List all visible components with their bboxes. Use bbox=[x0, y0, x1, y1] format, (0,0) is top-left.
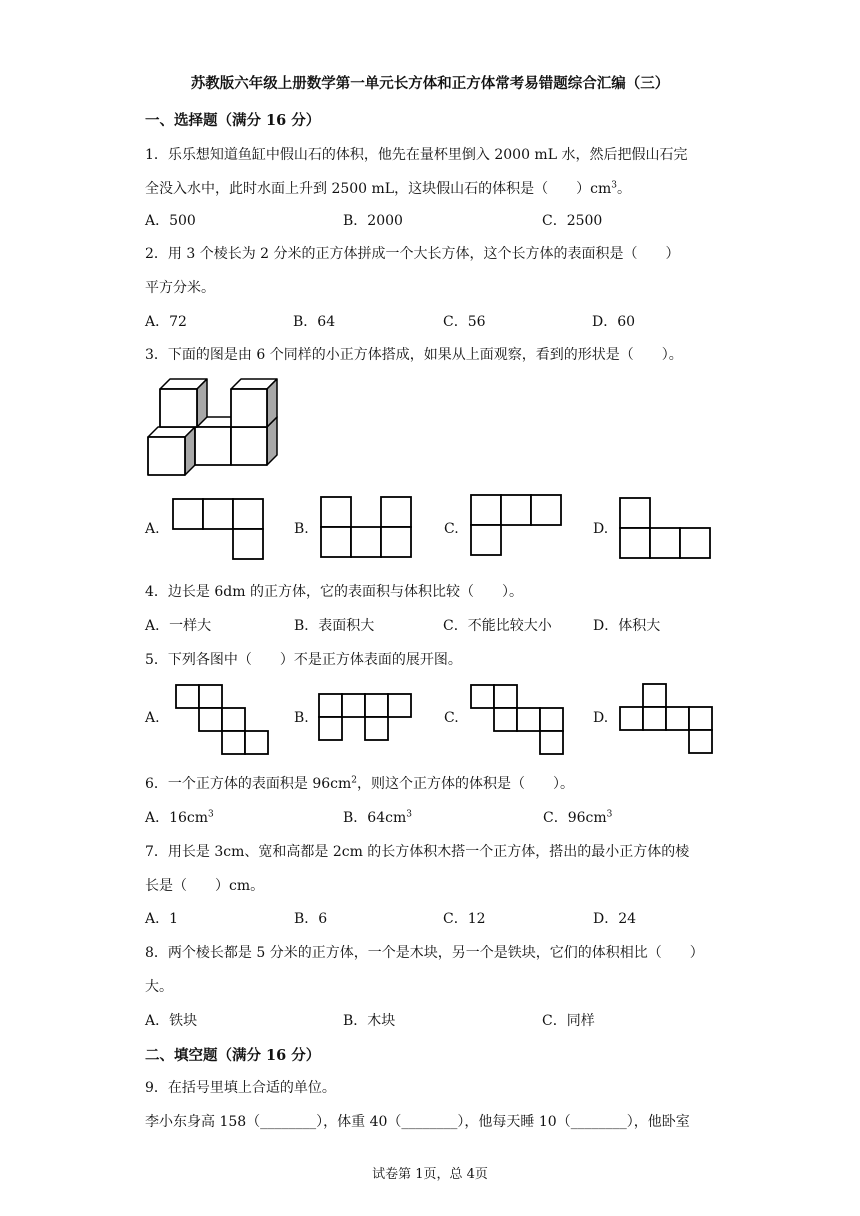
q8-option-a: A．铁块 bbox=[145, 1013, 198, 1029]
question-1-line-1: 1．乐乐想知道鱼缸中假山石的体积，他先在量杯里倒入 2000 mL 水，然后把假山石完 bbox=[145, 147, 688, 163]
q1-option-c: C．2500 bbox=[542, 213, 603, 229]
q2-option-b: B．64 bbox=[293, 314, 336, 330]
q3-option-a-shape bbox=[172, 498, 264, 560]
page-footer: 试卷第 1页，总 4页 bbox=[372, 1167, 488, 1182]
question-3-line-1: 3．下面的图是由 6 个同样的小正方体搭成，如果从上面观察，看到的形状是（ ）。 bbox=[145, 347, 683, 363]
q8-option-c: C．同样 bbox=[542, 1013, 595, 1029]
q4-option-a: A．一样大 bbox=[145, 618, 212, 634]
question-4-line-1: 4．边长是 6dm 的正方体，它的表面积与体积比较（ ）。 bbox=[145, 584, 523, 600]
question-9-line-1: 9．在括号里填上合适的单位。 bbox=[145, 1080, 336, 1096]
question-8-line-1: 8．两个棱长都是 5 分米的正方体，一个是木块，另一个是铁块，它们的体积相比（ ） bbox=[145, 945, 704, 961]
question-1-line-2: 全没入水中，此时水面上升到 2500 mL，这块假山石的体积是（ ）$cm^3$。 bbox=[145, 180, 631, 197]
q3-option-d: D. bbox=[593, 521, 609, 537]
q6-option-a: A．$16cm^3$ bbox=[145, 809, 214, 826]
section-heading-fill: 二、填空题（满分 16 分） bbox=[145, 1047, 321, 1064]
q3-option-c-shape bbox=[470, 494, 562, 556]
q7-option-d: D．24 bbox=[593, 911, 637, 927]
q7-option-c: C．12 bbox=[443, 911, 486, 927]
question-5-line-1: 5．下列各图中（ ）不是正方体表面的展开图。 bbox=[145, 652, 462, 668]
q5-option-d: D. bbox=[593, 710, 609, 726]
q4-option-c: C．不能比较大小 bbox=[443, 618, 552, 634]
question-7-line-2: 长是（ ）cm。 bbox=[145, 878, 265, 894]
q5-option-c-net bbox=[470, 684, 566, 756]
q5-option-c: C. bbox=[444, 710, 459, 726]
q1-option-b: B．2000 bbox=[343, 213, 403, 229]
q8-option-b: B．木块 bbox=[343, 1013, 396, 1029]
q7-option-b: B．6 bbox=[294, 911, 328, 927]
q3-option-b: B. bbox=[294, 521, 309, 537]
question-8-line-2: 大。 bbox=[145, 979, 173, 995]
q3-option-a: A. bbox=[145, 521, 160, 537]
q5-option-b-net bbox=[318, 693, 414, 745]
q5-option-b: B. bbox=[294, 710, 309, 726]
question-7-line-1: 7．用长是 3cm、宽和高都是 2cm 的长方体积木搭一个正方体，搭出的最小正方体的棱 bbox=[145, 844, 690, 860]
q3-option-c: C. bbox=[444, 521, 459, 537]
question-6-line-1: 6．一个正方体的表面积是 $96cm^2$，则这个正方体的体积是（ ）。 bbox=[145, 775, 575, 792]
question-9-line-2: 李小东身高 158（________），体重 40（________），他每天睡 10（________），他卧室 bbox=[145, 1114, 690, 1130]
q5-option-a-net bbox=[175, 684, 271, 756]
q7-option-a: A．1 bbox=[145, 911, 179, 927]
q3-option-b-shape bbox=[320, 496, 412, 558]
q3-option-d-shape bbox=[619, 497, 711, 559]
q1-option-a: A．500 bbox=[145, 213, 196, 229]
question-2-line-1: 2．用 3 个棱长为 2 分米的正方体拼成一个大长方体，这个长方体的表面积是（ ） bbox=[145, 246, 680, 262]
section-heading-choice: 一、选择题（满分 16 分） bbox=[145, 112, 321, 129]
q2-option-a: A．72 bbox=[145, 314, 187, 330]
q2-option-d: D．60 bbox=[592, 314, 636, 330]
q5-option-a: A. bbox=[145, 710, 160, 726]
q2-option-c: C．56 bbox=[443, 314, 486, 330]
q4-option-b: B．表面积大 bbox=[294, 618, 375, 634]
q4-option-d: D．体积大 bbox=[593, 618, 661, 634]
stacked-cubes-figure bbox=[140, 372, 290, 484]
q5-option-d-net bbox=[619, 683, 715, 755]
q6-option-c: C．$96cm^3$ bbox=[543, 809, 613, 826]
question-2-line-2: 平方分米。 bbox=[145, 280, 215, 296]
q6-option-b: B．$64cm^3$ bbox=[343, 809, 412, 826]
page-title: 苏教版六年级上册数学第一单元长方体和正方体常考易错题综合汇编（三） bbox=[190, 75, 670, 92]
